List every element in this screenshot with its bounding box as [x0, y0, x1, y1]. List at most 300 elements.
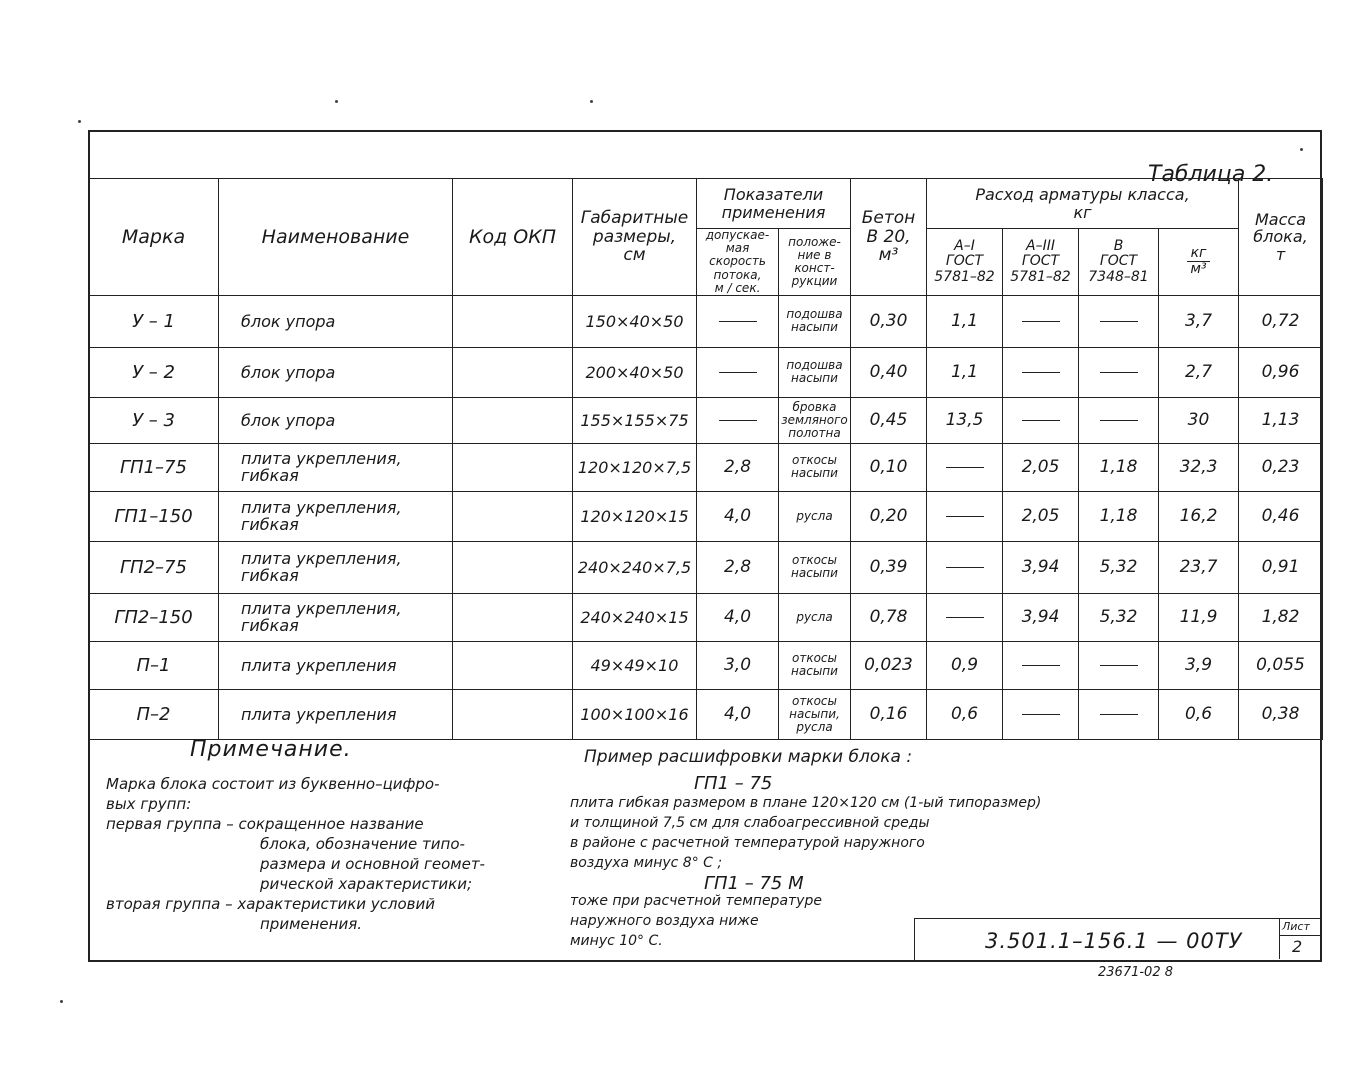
- dims-text: 200×40×50: [585, 362, 684, 382]
- example-line: в районе с расчетной температурой наружного: [570, 835, 925, 851]
- header-concrete-line: В 20,: [866, 226, 911, 247]
- concrete-text: 0,16: [869, 704, 908, 725]
- a3-text: 2,05: [1021, 457, 1060, 478]
- name-line: плита укрепления,: [241, 448, 402, 468]
- cell-mark: [89, 689, 219, 739]
- cell-speed: [697, 689, 779, 739]
- concrete-text: 0,20: [869, 506, 908, 527]
- example-line: наружного воздуха ниже: [570, 913, 759, 929]
- header-dims: [573, 179, 697, 296]
- concrete-text: 0,30: [869, 311, 908, 332]
- note-line: размера и основной геомет-: [260, 855, 485, 873]
- header-usage-line: применения: [721, 202, 826, 222]
- mass-text: 0,23: [1261, 457, 1300, 478]
- header-rebar: [927, 179, 1239, 229]
- cell-mark: [89, 347, 219, 397]
- example-line: минус 10° С.: [570, 933, 663, 949]
- kg-m3-text: 32,3: [1179, 457, 1218, 478]
- mark-text: П–2: [136, 703, 171, 725]
- archive-code: 23671-02 8: [1098, 965, 1173, 980]
- cell-mass: [1239, 295, 1323, 347]
- position-line: русла: [796, 508, 833, 523]
- cell-speed: [697, 295, 779, 347]
- example-line: тоже при расчетной температуре: [570, 893, 822, 909]
- cell-a1: [927, 295, 1003, 347]
- header-speed-line: мая скорость: [709, 241, 766, 269]
- dash-mark: [1100, 714, 1138, 715]
- cell-okp: [453, 295, 573, 347]
- speed-text: 2,8: [723, 457, 752, 478]
- a1-text: 1,1: [950, 311, 979, 332]
- dims-text: 120×120×7,5: [577, 457, 692, 477]
- dash-mark: [719, 321, 757, 322]
- b-text: 5,32: [1099, 607, 1138, 628]
- kg-m3-text: 16,2: [1179, 506, 1218, 527]
- header-b: [1079, 229, 1159, 296]
- cell-dims: [573, 641, 697, 689]
- cell-name: [219, 443, 453, 491]
- header-a3-line: ГОСТ: [1021, 253, 1060, 270]
- cell-position: [779, 491, 851, 541]
- header-position: [779, 229, 851, 296]
- note-title: Примечание.: [190, 737, 352, 762]
- kg-m3-text: 11,9: [1179, 607, 1218, 628]
- position-line: земляного: [781, 412, 848, 427]
- cell-a3: [1003, 541, 1079, 593]
- cell-mass: [1239, 443, 1323, 491]
- table-row: [89, 593, 1323, 641]
- cell-kg-m3: [1159, 491, 1239, 541]
- concrete-text: 0,10: [869, 457, 908, 478]
- cell-concrete: [851, 593, 927, 641]
- kg-m3-text: 30: [1187, 410, 1210, 431]
- example-line: плита гибкая размером в плане 120×120 см (1-ый типоразмер): [570, 795, 1042, 811]
- name-line: гибкая: [241, 566, 299, 586]
- note-line: вых групп:: [106, 795, 192, 813]
- header-kg-m3-den: м³: [1190, 261, 1207, 278]
- cell-a3: [1003, 491, 1079, 541]
- example-line: воздуха минус 8° С ;: [570, 855, 723, 871]
- table-title: Таблица 2.: [1148, 162, 1274, 187]
- header-b-line: 7348–81: [1088, 268, 1149, 285]
- cell-kg-m3: [1159, 641, 1239, 689]
- header-okp: Код ОКП: [453, 179, 573, 296]
- header-a1: [927, 229, 1003, 296]
- cell-mass: [1239, 641, 1323, 689]
- name-line: блок упора: [241, 311, 336, 331]
- dash-mark: [1022, 714, 1060, 715]
- cell-okp: [453, 443, 573, 491]
- mass-text: 0,46: [1261, 506, 1300, 527]
- cell-kg-m3: [1159, 347, 1239, 397]
- note-line: первая группа – сокращенное название: [106, 815, 424, 833]
- speed-text: 4,0: [723, 607, 752, 628]
- mass-text: 1,13: [1261, 410, 1300, 431]
- cell-position: [779, 347, 851, 397]
- kg-m3-text: 23,7: [1179, 557, 1218, 578]
- header-dims-line: Габаритные: [580, 207, 689, 228]
- dash-mark: [946, 467, 984, 468]
- table-row: [89, 443, 1323, 491]
- position-line: откосы: [792, 453, 837, 468]
- cell-name: [219, 541, 453, 593]
- header-rebar-line: кг: [1073, 202, 1092, 222]
- header-dims-line: размеры,: [592, 226, 677, 247]
- scan-speck: [60, 1000, 63, 1003]
- mass-text: 0,91: [1261, 557, 1300, 578]
- table-row: [89, 295, 1323, 347]
- cell-a3: [1003, 443, 1079, 491]
- position-line: откосы: [792, 651, 837, 666]
- a1-text: 13,5: [945, 410, 984, 431]
- cell-a3: [1003, 397, 1079, 443]
- position-line: насыпи: [791, 320, 838, 335]
- example-title: Пример расшифровки марки блока :: [584, 747, 913, 767]
- header-position-line: конст-: [794, 260, 835, 275]
- cell-b: [1079, 295, 1159, 347]
- cell-speed: [697, 443, 779, 491]
- cell-mass: [1239, 541, 1323, 593]
- table-row: [89, 541, 1323, 593]
- cell-name: [219, 689, 453, 739]
- cell-concrete: [851, 443, 927, 491]
- cell-kg-m3: [1159, 593, 1239, 641]
- kg-m3-text: 3,9: [1184, 655, 1213, 676]
- table-row: [89, 491, 1323, 541]
- cell-speed: [697, 347, 779, 397]
- cell-mass: [1239, 593, 1323, 641]
- dash-mark: [946, 617, 984, 618]
- cell-a1: [927, 443, 1003, 491]
- dims-text: 150×40×50: [585, 311, 684, 331]
- dims-text: 155×155×75: [580, 410, 689, 430]
- header-mass-line: блока,: [1253, 227, 1308, 247]
- mark-text: У – 2: [132, 361, 175, 383]
- mark-text: ГП1–75: [120, 456, 187, 478]
- cell-a1: [927, 593, 1003, 641]
- header-usage: [697, 179, 851, 229]
- mark-text: ГП1–150: [114, 505, 193, 527]
- name-line: блок упора: [241, 410, 336, 430]
- concrete-text: 0,78: [869, 607, 908, 628]
- mark-text: У – 1: [132, 310, 175, 332]
- dims-text: 49×49×10: [590, 655, 679, 675]
- cell-mark: [89, 443, 219, 491]
- cell-mark: [89, 397, 219, 443]
- cell-b: [1079, 491, 1159, 541]
- sheet-number: 2: [1292, 937, 1303, 956]
- concrete-text: 0,40: [869, 362, 908, 383]
- header-position-line: положе-: [788, 234, 841, 249]
- b-text: 1,18: [1099, 506, 1138, 527]
- mark-text: П–1: [136, 654, 171, 676]
- cell-name: [219, 295, 453, 347]
- b-text: 1,18: [1099, 457, 1138, 478]
- concrete-text: 0,023: [864, 655, 913, 676]
- header-mark: Марка: [89, 179, 219, 296]
- kg-m3-text: 3,7: [1184, 311, 1213, 332]
- cell-name: [219, 397, 453, 443]
- concrete-text: 0,45: [869, 410, 908, 431]
- note-line: блока, обозначение типо-: [260, 835, 465, 853]
- speed-text: 4,0: [723, 704, 752, 725]
- sheet-number-box: [1279, 919, 1320, 959]
- cell-speed: [697, 593, 779, 641]
- a1-text: 0,9: [950, 655, 979, 676]
- dash-mark: [1100, 321, 1138, 322]
- cell-kg-m3: [1159, 397, 1239, 443]
- name-line: блок упора: [241, 362, 336, 382]
- cell-dims: [573, 541, 697, 593]
- dash-mark: [1100, 372, 1138, 373]
- dash-mark: [946, 567, 984, 568]
- table-header: [89, 179, 1323, 296]
- cell-kg-m3: [1159, 689, 1239, 739]
- cell-b: [1079, 593, 1159, 641]
- a3-text: 2,05: [1021, 506, 1060, 527]
- speed-text: 4,0: [723, 506, 752, 527]
- cell-a3: [1003, 593, 1079, 641]
- name-line: плита укрепления: [241, 704, 397, 724]
- header-concrete: [851, 179, 927, 296]
- position-line: подошва: [786, 358, 843, 373]
- cell-mark: [89, 491, 219, 541]
- cell-a3: [1003, 641, 1079, 689]
- header-concrete-line: м³: [878, 245, 899, 266]
- cell-b: [1079, 397, 1159, 443]
- table-row: [89, 397, 1323, 443]
- cell-dims: [573, 347, 697, 397]
- cell-a1: [927, 397, 1003, 443]
- cell-dims: [573, 443, 697, 491]
- header-concrete-line: Бетон: [861, 207, 916, 228]
- cell-okp: [453, 641, 573, 689]
- header-mass: [1239, 179, 1323, 296]
- cell-mass: [1239, 689, 1323, 739]
- position-line: насыпи: [791, 664, 838, 679]
- cell-okp: [453, 491, 573, 541]
- header-kg-m3-num: кг: [1187, 246, 1211, 262]
- dash-mark: [1022, 665, 1060, 666]
- dash-mark: [1100, 665, 1138, 666]
- header-a3-line: 5781–82: [1010, 268, 1071, 285]
- cell-concrete: [851, 541, 927, 593]
- header-a1-line: 5781–82: [934, 268, 995, 285]
- header-speed-line: м / сек.: [714, 280, 761, 295]
- scan-speck: [335, 100, 338, 103]
- speed-text: 2,8: [723, 557, 752, 578]
- header-b-line: ГОСТ: [1099, 253, 1138, 270]
- position-line: насыпи: [791, 371, 838, 386]
- dash-mark: [719, 372, 757, 373]
- cell-kg-m3: [1159, 541, 1239, 593]
- a3-text: 3,94: [1021, 607, 1060, 628]
- scan-speck: [590, 100, 593, 103]
- position-line: русла: [796, 609, 833, 624]
- cell-mark: [89, 541, 219, 593]
- note-line: Марка блока состоит из буквенно–цифро-: [106, 775, 440, 793]
- cell-name: [219, 491, 453, 541]
- cell-a3: [1003, 689, 1079, 739]
- header-usage-line: Показатели: [723, 184, 824, 204]
- cell-concrete: [851, 491, 927, 541]
- cell-position: [779, 593, 851, 641]
- scan-speck: [1300, 148, 1303, 151]
- mark-text: ГП2–150: [114, 606, 193, 628]
- cell-name: [219, 641, 453, 689]
- header-a3-line: А–III: [1026, 237, 1055, 254]
- sheet-divider: [1280, 935, 1320, 936]
- position-line: откосы: [792, 553, 837, 568]
- cell-mark: [89, 593, 219, 641]
- name-line: гибкая: [241, 515, 299, 535]
- cell-a1: [927, 347, 1003, 397]
- cell-position: [779, 397, 851, 443]
- note-line: вторая группа – характеристики условий: [106, 895, 435, 913]
- position-line: бровка: [792, 399, 837, 414]
- name-line: гибкая: [241, 616, 299, 636]
- mass-text: 1,82: [1261, 607, 1300, 628]
- header-mass-line: т: [1275, 244, 1286, 264]
- position-line: русла: [796, 720, 833, 735]
- cell-mass: [1239, 347, 1323, 397]
- cell-concrete: [851, 295, 927, 347]
- cell-concrete: [851, 397, 927, 443]
- dash-mark: [719, 420, 757, 421]
- position-line: откосы: [792, 693, 837, 708]
- cell-kg-m3: [1159, 443, 1239, 491]
- cell-position: [779, 443, 851, 491]
- table-row: [89, 689, 1323, 739]
- header-name: Наименование: [219, 179, 453, 296]
- cell-a3: [1003, 347, 1079, 397]
- header-dims-line: см: [623, 245, 646, 266]
- position-line: полотна: [788, 426, 841, 441]
- header-kg-m3: [1159, 229, 1239, 296]
- cell-mass: [1239, 397, 1323, 443]
- concrete-text: 0,39: [869, 557, 908, 578]
- header-a1-line: А–I: [954, 237, 975, 254]
- cell-name: [219, 593, 453, 641]
- mass-text: 0,96: [1261, 362, 1300, 383]
- cell-a1: [927, 491, 1003, 541]
- cell-a1: [927, 689, 1003, 739]
- example-line: и толщиной 7,5 см для слабоагрессивной среды: [570, 815, 930, 831]
- a3-text: 3,94: [1021, 557, 1060, 578]
- cell-dims: [573, 491, 697, 541]
- cell-dims: [573, 397, 697, 443]
- mass-text: 0,055: [1256, 655, 1305, 676]
- cell-position: [779, 541, 851, 593]
- cell-speed: [697, 397, 779, 443]
- cell-b: [1079, 641, 1159, 689]
- document-code: 3.501.1–156.1 — 00ТУ: [985, 929, 1243, 953]
- dash-mark: [1022, 372, 1060, 373]
- header-b-line: В: [1113, 237, 1124, 254]
- cell-okp: [453, 541, 573, 593]
- header-speed-line: потока,: [713, 267, 762, 282]
- cell-concrete: [851, 689, 927, 739]
- b-text: 5,32: [1099, 557, 1138, 578]
- example-mark: ГП1 – 75 М: [704, 873, 804, 894]
- cell-a1: [927, 641, 1003, 689]
- mark-text: У – 3: [132, 409, 175, 431]
- cell-mass: [1239, 491, 1323, 541]
- cell-dims: [573, 295, 697, 347]
- scan-speck: [78, 120, 81, 123]
- cell-okp: [453, 593, 573, 641]
- header-speed-line: допускае-: [705, 228, 770, 242]
- cell-position: [779, 689, 851, 739]
- position-line: подошва: [786, 307, 843, 322]
- position-line: насыпи: [791, 466, 838, 481]
- name-line: плита укрепления,: [241, 548, 402, 568]
- header-rebar-line: Расход арматуры класса,: [975, 184, 1190, 204]
- cell-concrete: [851, 641, 927, 689]
- note-line: применения.: [260, 915, 363, 933]
- kg-m3-text: 2,7: [1184, 362, 1213, 383]
- dash-mark: [1022, 321, 1060, 322]
- specification-table: [88, 178, 1323, 740]
- cell-b: [1079, 689, 1159, 739]
- table-row: [89, 641, 1323, 689]
- sheet-label: Лист: [1282, 920, 1310, 933]
- mass-text: 0,38: [1261, 704, 1300, 725]
- mark-text: ГП2–75: [120, 556, 187, 578]
- cell-mark: [89, 641, 219, 689]
- header-position-line: рукции: [791, 274, 838, 289]
- header-a3: [1003, 229, 1079, 296]
- dims-text: 100×100×16: [580, 704, 689, 724]
- cell-okp: [453, 397, 573, 443]
- cell-speed: [697, 641, 779, 689]
- dims-text: 240×240×15: [580, 607, 689, 627]
- title-block-stamp: [914, 918, 1320, 960]
- header-position-line: ние в: [797, 247, 832, 262]
- name-line: плита укрепления,: [241, 598, 402, 618]
- mass-text: 0,72: [1261, 311, 1300, 332]
- cell-position: [779, 641, 851, 689]
- table-row: [89, 347, 1323, 397]
- cell-b: [1079, 443, 1159, 491]
- cell-speed: [697, 541, 779, 593]
- dims-text: 120×120×15: [580, 506, 689, 526]
- cell-b: [1079, 541, 1159, 593]
- cell-okp: [453, 347, 573, 397]
- cell-dims: [573, 593, 697, 641]
- name-line: гибкая: [241, 466, 299, 486]
- cell-position: [779, 295, 851, 347]
- note-line: рической характеристики;: [260, 875, 473, 893]
- speed-text: 3,0: [723, 655, 752, 676]
- name-line: плита укрепления: [241, 655, 397, 675]
- a1-text: 1,1: [950, 362, 979, 383]
- cell-name: [219, 347, 453, 397]
- dash-mark: [1100, 420, 1138, 421]
- dims-text: 240×240×7,5: [577, 557, 692, 577]
- cell-b: [1079, 347, 1159, 397]
- cell-kg-m3: [1159, 295, 1239, 347]
- dash-mark: [946, 516, 984, 517]
- position-line: насыпи,: [789, 706, 840, 721]
- header-speed: [697, 229, 779, 296]
- a1-text: 0,6: [950, 704, 979, 725]
- table-body: [89, 295, 1323, 739]
- kg-m3-text: 0,6: [1184, 704, 1213, 725]
- name-line: плита укрепления,: [241, 497, 402, 517]
- cell-a3: [1003, 295, 1079, 347]
- cell-a1: [927, 541, 1003, 593]
